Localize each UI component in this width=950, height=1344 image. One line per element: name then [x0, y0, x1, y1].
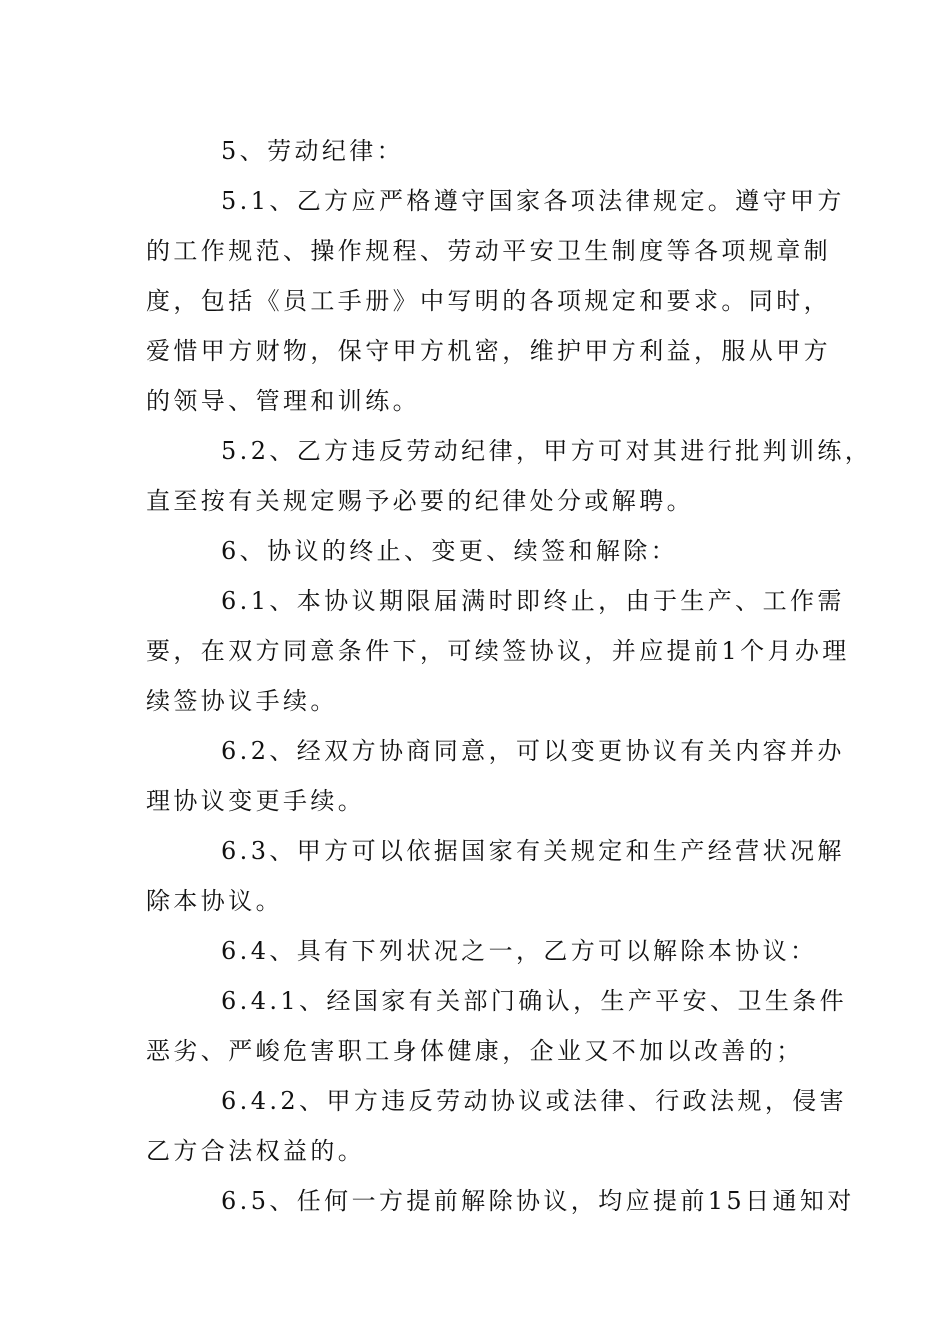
clause-6-1-line-2: 要，在双方同意条件下，可续签协议，并应提前1个月办理	[146, 637, 850, 665]
clause-5-1-line-4: 爱惜甲方财物，保守甲方机密，维护甲方利益，服从甲方	[146, 337, 831, 365]
clause-6-3-line-1: 6.3、甲方可以依据国家有关规定和生产经营状况解	[221, 837, 845, 865]
section-5-heading: 5、劳动纪律：	[221, 137, 405, 165]
clause-5-2-line-1: 5.2、乙方违反劳动纪律，甲方可对其进行批判训练，	[221, 437, 873, 465]
clause-6-3-line-2: 除本协议。	[146, 887, 283, 915]
clause-6-4-2-line-2: 乙方合法权益的。	[146, 1137, 366, 1165]
clause-6-2-line-1: 6.2、经双方协商同意，可以变更协议有关内容并办	[221, 737, 845, 765]
clause-6-2-line-2: 理协议变更手续。	[146, 787, 366, 815]
clause-6-4-line-1: 6.4、具有下列状况之一，乙方可以解除本协议：	[221, 937, 818, 965]
clause-6-1-line-3: 续签协议手续。	[146, 687, 338, 715]
clause-5-1-line-3: 度，包括《员工手册》中写明的各项规定和要求。同时，	[146, 287, 831, 315]
clause-5-1-line-1: 5.1、乙方应严格遵守国家各项法律规定。遵守甲方	[221, 187, 845, 215]
clause-6-4-1-line-2: 恶劣、严峻危害职工身体健康，企业又不加以改善的；	[146, 1037, 804, 1065]
clause-6-4-1-line-1: 6.4.1、经国家有关部门确认，生产平安、卫生条件	[221, 987, 848, 1015]
clause-6-5-line-1: 6.5、任何一方提前解除协议，均应提前15日通知对	[221, 1187, 855, 1215]
clause-5-2-line-2: 直至按有关规定赐予必要的纪律处分或解聘。	[146, 487, 694, 515]
section-6-heading: 6、协议的终止、变更、续签和解除：	[221, 537, 679, 565]
clause-5-1-line-2: 的工作规范、操作规程、劳动平安卫生制度等各项规章制	[146, 237, 831, 265]
clause-6-1-line-1: 6.1、本协议期限届满时即终止，由于生产、工作需	[221, 587, 845, 615]
clause-6-4-2-line-1: 6.4.2、甲方违反劳动协议或法律、行政法规，侵害	[221, 1087, 848, 1115]
clause-5-1-line-5: 的领导、管理和训练。	[146, 387, 420, 415]
